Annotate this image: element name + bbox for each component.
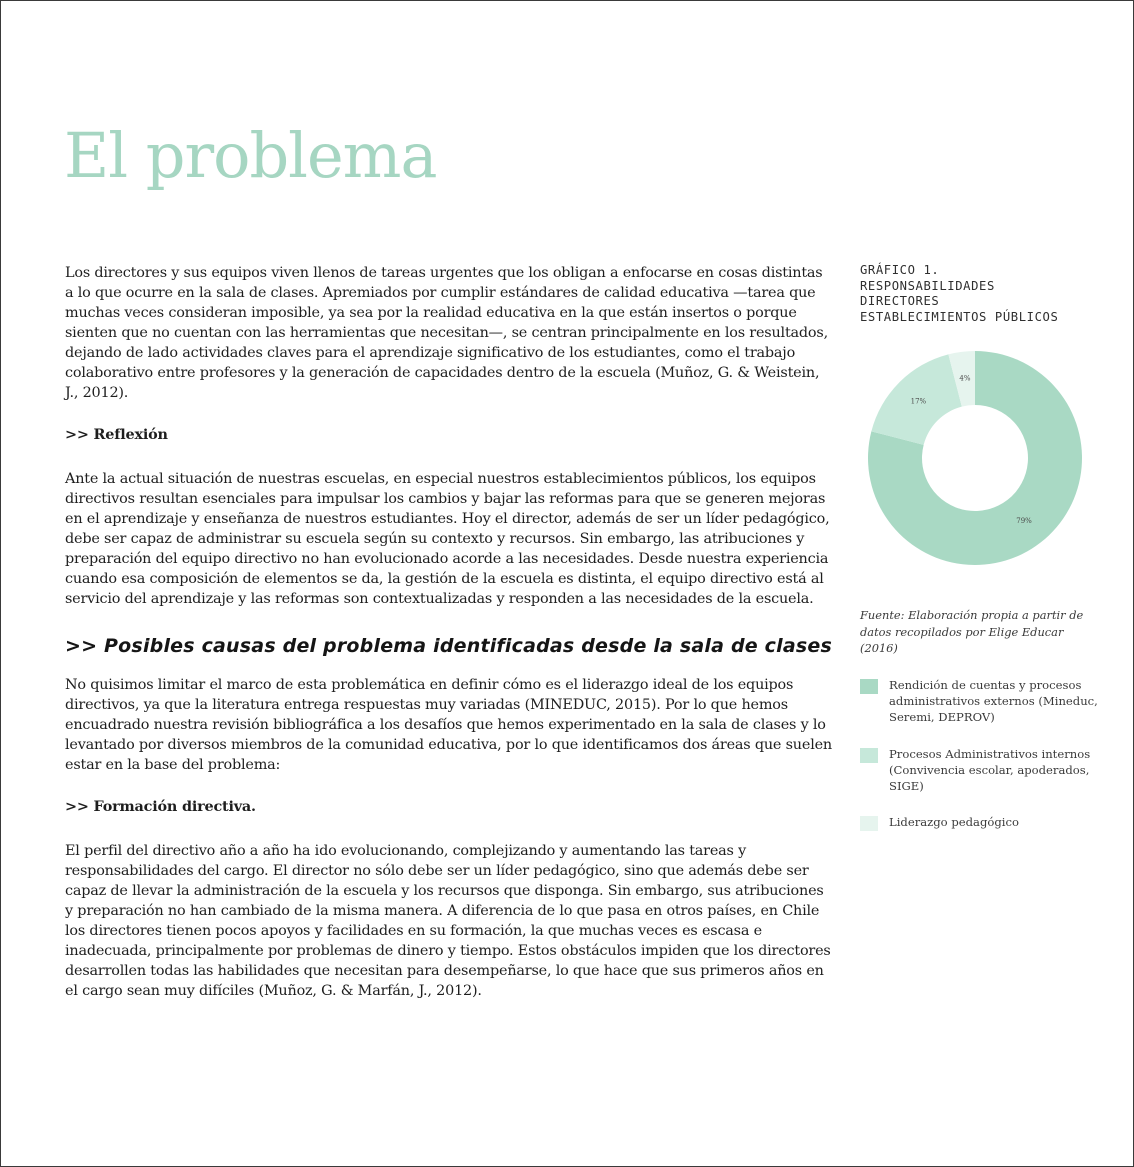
donut-slice-label-3: 4% (959, 374, 971, 383)
donut-slice-label-2: 17% (910, 397, 927, 406)
donut-slice-label-1: 79% (1016, 517, 1032, 526)
legend-item (860, 814, 1110, 830)
chart-title: GRÁFICO 1. (860, 263, 940, 277)
legend-item (860, 677, 1110, 725)
legend-label: Liderazgo pedagógico (889, 815, 1019, 829)
donut-chart (868, 351, 1082, 565)
chart-legend (860, 677, 1110, 830)
page-title: El problema (64, 119, 437, 192)
chart-source: Fuente: Elaboración propia a partir de datos recopilados por Elige Educar (2016) (860, 608, 1084, 655)
legend-label: Procesos Administrativos internos (Convivencia escolar, apoderados, SIGE) (889, 747, 1091, 793)
section-heading-causas: >> Posibles causas del problema identificadas desde la sala de clases (65, 635, 832, 657)
chart-subtitle-line1: RESPONSABILIDADES (860, 278, 995, 293)
subheading-formacion: >> Formación directiva. (65, 798, 256, 815)
chart-subtitle-line2: DIRECTORES (860, 294, 940, 308)
chart-subtitle-line3: ESTABLECIMIENTOS PÚBLICOS (860, 309, 1059, 324)
legend-label: Rendición de cuentas y procesos administrativos externos (Mineduc, Seremi, DEPROV) (889, 678, 1098, 724)
legend-swatch (860, 679, 878, 694)
paragraph-formacion: El perfil del directivo año a año ha ido evolucionando, complejizando y aumentando las tareas y responsabilidades del cargo. El director no sólo debe ser un líder pedagógico, sino que además debe ser capaz de llevar la administración de la escuela y los recursos que disponga. Sin embargo, sus atribuciones y preparación no han cambiado de la misma manera. A diferencia de lo que pasa en otros países, en Chile los directores tienen pocos apoyos y facilidades en su formación, la que muchas veces es escasa e inadecuada, principalmente por problemas de dinero y tiempo. Estos obstáculos impiden que los directores desarrollen todas las habilidades que necesitan para desempeñarse, lo que hace que sus primeros años en el cargo sean muy difíciles (Muñoz, G. & Marfán, J., 2012). (65, 843, 831, 999)
paragraph-intro: Los directores y sus equipos viven llenos de tareas urgentes que los obligan a enfocarse en cosas distintas a lo que ocurre en la sala de clases. Apremiados por cumplir estándares de calidad educativa —tarea que muchas veces consideran imposible, ya sea por la realidad educativa en la que están insertos o porque sienten que no cuentan con las herramientas que necesitan—, se centran principalmente en los resultados, dejando de lado actividades claves para el aprendizaje significativo de los estudiantes, como el trabajo colaborativo entre profesores y la generación de capacidades dentro de la escuela (Muñoz, G. & Weistein, J., 2012). (65, 265, 828, 401)
paragraph-causas: No quisimos limitar el marco de esta problemática en definir cómo es el liderazgo ideal de los equipos directivos, ya que la literatura entrega respuestas muy variadas (MINEDUC, 2015). Por lo que hemos encuadrado nuestra revisión bibliográfica a los desafíos que hemos experimentado en la sala de clases y lo levantado por diversos miembros de la comunidad educativa, por lo que identificamos dos áreas que suelen estar en la base del problema: (65, 677, 832, 773)
subheading-reflexion: >> Reflexión (65, 426, 168, 443)
chart-panel (860, 263, 1100, 829)
main-column (65, 263, 833, 1001)
paragraph-clip (65, 841, 833, 1001)
legend-swatch (860, 816, 878, 831)
paragraph-reflexion: Ante la actual situación de nuestras escuelas, en especial nuestros establecimientos públicos, los equipos directivos resultan esenciales para impulsar los cambios y bajar las reformas para que se generen mejoras en el aprendizaje y enseñanza de nuestros estudiantes. Hoy el director, además de ser un líder pedagógico, debe ser capaz de administrar su escuela según su contexto y recursos. Sin embargo, las atribuciones y preparación del equipo directivo no han evolucionado acorde a las necesidades. Desde nuestra experiencia cuando esa composición de elementos se da, la gestión de la escuela es distinta, el equipo directivo está al servicio del aprendizaje y las reformas son contextualizadas y responden a las necesidades de la escuela. (65, 471, 830, 607)
legend-item (860, 746, 1110, 794)
legend-swatch (860, 748, 878, 763)
